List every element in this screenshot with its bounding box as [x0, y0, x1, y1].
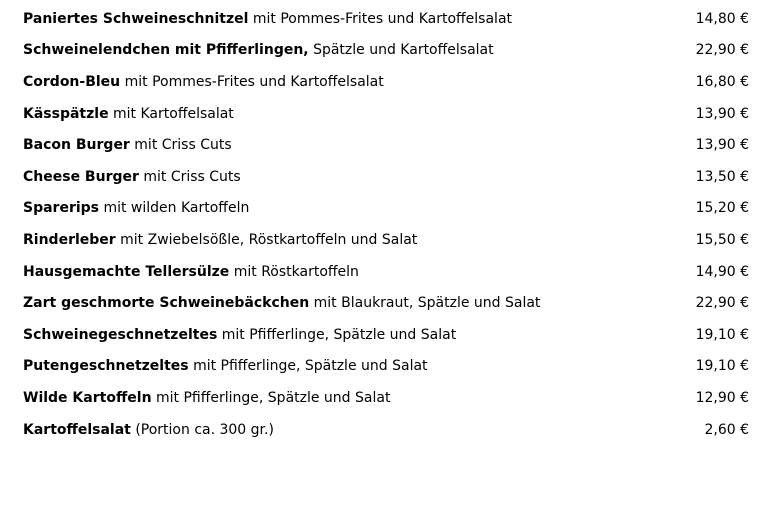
menu-item-text — [23, 74, 684, 90]
dish-price: 2,60 € — [704, 421, 749, 438]
dish-price: 16,80 € — [695, 73, 749, 90]
dish-description: mit Röstkartoffeln — [229, 263, 359, 280]
dish-description: mit Criss Cuts — [138, 168, 241, 185]
menu-item — [23, 161, 749, 193]
menu-item — [23, 414, 749, 446]
dish-name: Rinderleber — [23, 231, 116, 248]
menu-item — [23, 224, 749, 256]
menu-item — [23, 129, 749, 161]
menu-item-text — [23, 232, 684, 248]
menu-item-text — [23, 422, 692, 438]
menu-item — [23, 35, 749, 67]
dish-price: 19,10 € — [695, 358, 749, 375]
dish-description: mit Kartoffelsalat — [108, 105, 234, 122]
dish-price: 22,90 € — [695, 295, 749, 312]
dish-price: 13,90 € — [695, 105, 749, 122]
menu-item-text — [23, 169, 684, 185]
dish-name: Schweinelendchen mit Pfifferlingen, — [23, 42, 309, 59]
dish-description: mit Pfifferlinge, Spätzle und Salat — [217, 326, 457, 343]
menu-item — [23, 319, 749, 351]
menu-item — [23, 351, 749, 383]
menu-list — [23, 3, 749, 445]
dish-name: Sparerips — [23, 200, 100, 217]
dish-description: mit Pfifferlinge, Spätzle und Salat — [188, 358, 428, 375]
dish-description: mit Blaukraut, Spätzle und Salat — [309, 295, 541, 312]
dish-name: Cordon-Bleu — [23, 73, 121, 90]
menu-item-text — [23, 358, 684, 374]
dish-name: Kartoffelsalat — [23, 421, 131, 438]
menu-item-text — [23, 327, 684, 343]
dish-name: Putengeschnetzeltes — [23, 358, 189, 375]
dish-name: Paniertes Schweineschnitzel — [23, 10, 249, 27]
menu-item — [23, 98, 749, 130]
menu-item-text — [23, 42, 684, 58]
dish-price: 15,50 € — [695, 231, 749, 248]
dish-description: Spätzle und Kartoffelsalat — [308, 42, 494, 59]
dish-description: mit wilden Kartoffeln — [99, 200, 250, 217]
dish-name: Cheese Burger — [23, 168, 139, 185]
dish-description: (Portion ca. 300 gr.) — [130, 421, 274, 438]
dish-price: 13,90 € — [695, 137, 749, 154]
dish-name: Bacon Burger — [23, 137, 130, 154]
menu-item — [23, 193, 749, 225]
menu-item-text — [23, 200, 684, 216]
dish-price: 15,20 € — [695, 200, 749, 217]
menu-item-text — [23, 11, 684, 27]
dish-name: Hausgemachte Tellersülze — [23, 263, 230, 280]
dish-name: Kässpätzle — [23, 105, 109, 122]
dish-price: 14,90 € — [695, 263, 749, 280]
menu-item-text — [23, 106, 684, 122]
dish-name: Zart geschmorte Schweinebäckchen — [23, 295, 310, 312]
dish-description: mit Zwiebelsößle, Röstkartoffeln und Salat — [115, 231, 418, 248]
dish-description: mit Pommes-Frites und Kartoffelsalat — [248, 10, 513, 27]
dish-name: Schweinegeschnetzeltes — [23, 326, 218, 343]
dish-price: 22,90 € — [695, 42, 749, 59]
menu-item — [23, 256, 749, 288]
menu-item-text — [23, 390, 684, 406]
menu-item — [23, 287, 749, 319]
menu-item — [23, 3, 749, 35]
dish-price: 14,80 € — [695, 10, 749, 27]
dish-description: mit Pommes-Frites und Kartoffelsalat — [120, 73, 384, 90]
menu-item — [23, 382, 749, 414]
dish-description: mit Pfifferlinge, Spätzle und Salat — [151, 389, 391, 406]
dish-name: Wilde Kartoffeln — [23, 389, 152, 406]
dish-price: 12,90 € — [695, 389, 749, 406]
menu-item-text — [23, 137, 684, 153]
dish-price: 19,10 € — [695, 326, 749, 343]
dish-description: mit Criss Cuts — [129, 137, 232, 154]
menu-item — [23, 66, 749, 98]
menu-item-text — [23, 295, 684, 311]
dish-price: 13,50 € — [695, 168, 749, 185]
menu-item-text — [23, 264, 684, 280]
